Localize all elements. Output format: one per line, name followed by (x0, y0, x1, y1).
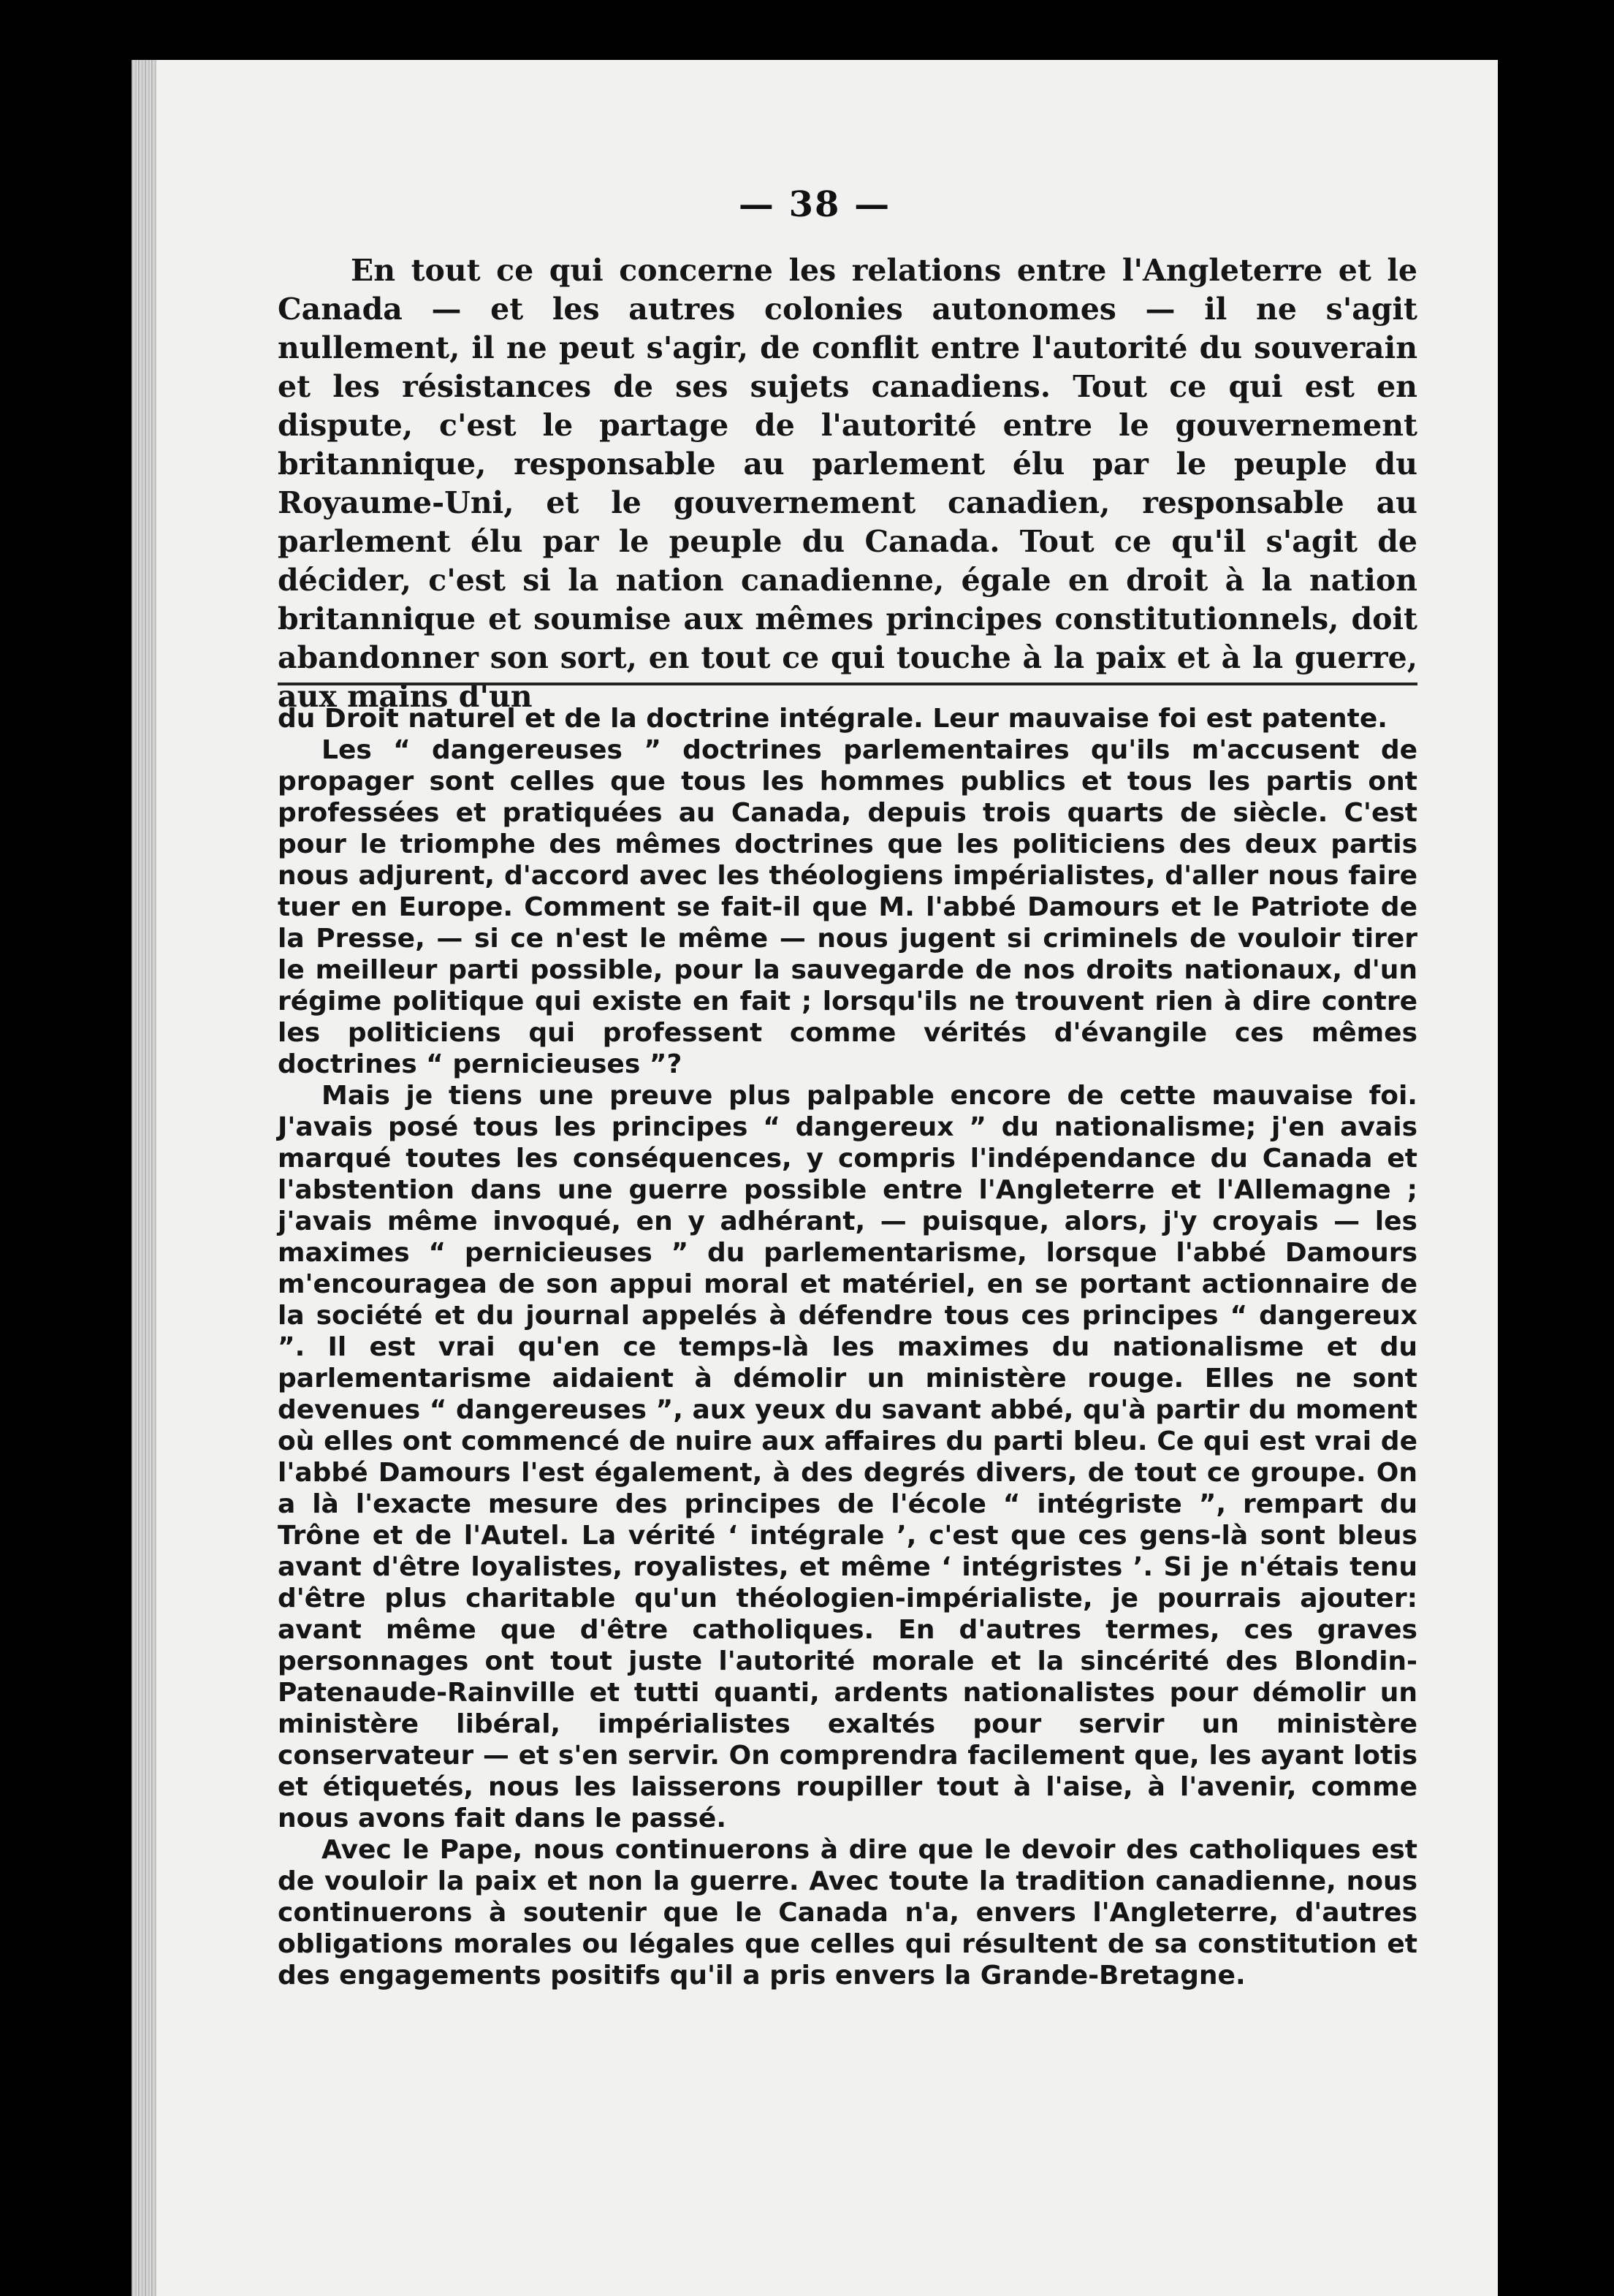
main-paragraph: En tout ce qui concerne les relations entre l'Angleterre et le Canada — et les autres colonies autonomes — il ne s'agit nullement, il ne peut s'agir, de conflit entre l'autorité du souverain et les résistances de ses sujets canadiens. Tout ce qui est en dispute, c'est le partage de l'autorité entre le gouvernement britannique, responsable au parlement élu par le peuple du Royaume-Uni, et le gouvernement canadien, responsable au parlement élu par le peuple du Canada. Tout ce qu'il s'agit de décider, c'est si la nation canadienne, égale en droit à la nation britannique et soumise aux mêmes principes constitutionnels, doit abandonner son sort, en tout ce qui touche à la paix et à la guerre, aux mains d'un (278, 253, 1417, 714)
book-page (132, 60, 1498, 2296)
main-text (278, 251, 1417, 716)
footnote-text (278, 703, 1417, 1991)
footnote-divider (278, 683, 1417, 685)
page-number: — 38 — (738, 184, 891, 225)
footnote-paragraph: du Droit naturel et de la doctrine intégrale. Leur mauvaise foi est patente. (278, 704, 1387, 734)
footnote-paragraph: Mais je tiens une preuve plus palpable encore de cette mauvaise foi. J'avais posé tous les principes “ dangereux ” du nationalisme; j'en avais marqué toutes les conséquences, y compris l'indépendance du Canada et l'abstention dans une guerre possible entre l'Angleterre et l'Allemagne ; j'avais même invoqué, en y adhérant, — puisque, alors, j'y croyais — les maximes “ pernicieuses ” du parlementarisme, lorsque l'abbé Damours m'encouragea de son appui moral et matériel, en se portant actionnaire de la société et du journal appelés à défendre tous ces principes “ dangereux ”. Il est vrai qu'en ce temps-là les maximes du nationalisme et du parlementarisme aidaient à démolir un ministère rouge. Elles ne sont devenues “ dangereuses ”, aux yeux du savant abbé, qu'à partir du moment où elles ont commencé de nuire aux affaires du parti bleu. Ce qui est vrai de l'abbé Damours l'est également, à des degrés divers, de tout ce groupe. On a là l'exacte mesure des principes de l'école “ intégriste ”, rempart du Trône et de l'Autel. La vérité ‘ intégrale ’, c'est que ces gens-là sont bleus avant d'être loyalistes, royalistes, et même ‘ intégristes ’. Si je n'étais tenu d'être plus charitable qu'un théologien-impérialiste, je pourrais ajouter: avant même que d'être catholiques. En d'autres termes, ces graves personnages ont tout juste l'autorité morale et la sincérité des Blondin-Patenaude-Rainville et tutti quanti, ardents nationalistes pour démolir un ministère libéral, impérialistes exaltés pour servir un ministère conservateur — et s'en servir. On comprendra facilement que, les ayant lotis et étiquetés, nous les laisserons roupiller tout à l'aise, à l'avenir, comme nous avons fait dans le passé. (278, 1081, 1417, 1833)
page-binding-edge (132, 60, 156, 2296)
footnote-paragraph: Avec le Pape, nous continuerons à dire que le devoir des catholiques est de vouloir la paix et non la guerre. Avec toute la tradition canadienne, nous continuerons à soutenir que le Canada n'a, envers l'Angleterre, d'autres obligations morales ou légales que celles qui résultent de sa constitution et des engagements positifs qu'il a pris envers la Grande-Bretagne. (278, 1835, 1417, 1991)
footnote-paragraph: Les “ dangereuses ” doctrines parlementaires qu'ils m'accusent de propager sont celles que tous les hommes publics et tous les partis ont professées et pratiquées au Canada, depuis trois quarts de siècle. C'est pour le triomphe des mêmes doctrines que les politiciens des deux partis nous adjurent, d'accord avec les théologiens impérialistes, d'aller nous faire tuer en Europe. Comment se fait-il que M. l'abbé Damours et le Patriote de la Presse, — si ce n'est le même — nous jugent si criminels de vouloir tirer le meilleur parti possible, pour la sauvegarde de nos droits nationaux, d'un régime politique qui existe en fait ; lorsqu'ils ne trouvent rien à dire contre les politiciens qui professent comme vérités d'évangile ces mêmes doctrines “ pernicieuses ”? (278, 735, 1417, 1079)
